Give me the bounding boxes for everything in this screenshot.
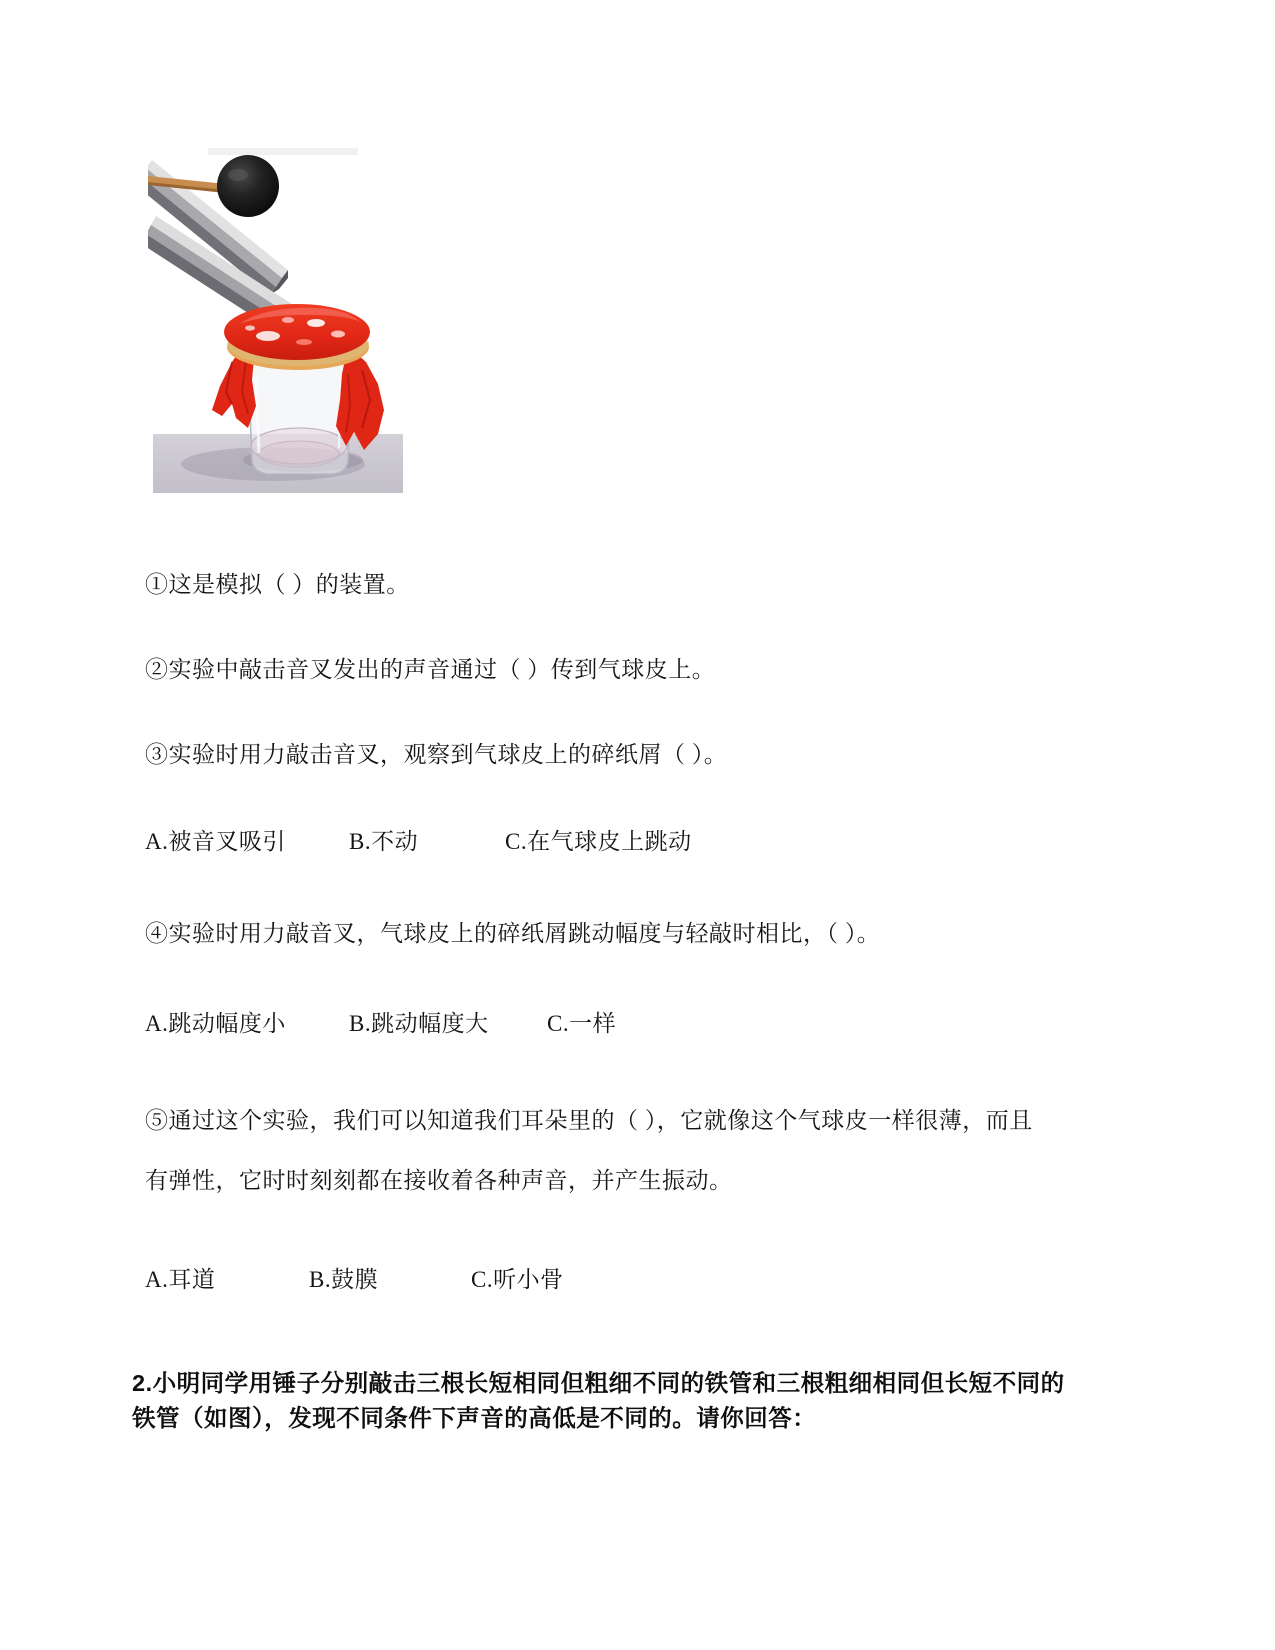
option-a: A.耳道: [145, 1267, 216, 1292]
question2: [132, 1366, 1137, 1436]
option-a: A.跳动幅度小: [145, 1011, 286, 1036]
question2-line2: 铁管（如图），发现不同条件下声音的高低是不同的。请你回答：: [132, 1405, 817, 1431]
question1-sub5-line2: 有弹性，它时时刻刻都在接收着各种声音，并产生振动。: [145, 1168, 733, 1193]
option-a: A.被音叉吸引: [145, 829, 286, 854]
question1-sub3-options: [145, 827, 692, 857]
question2-line1: 2.小明同学用锤子分别敲击三根长短相同但粗细不同的铁管和三根粗细相同但长短不同的: [132, 1370, 1065, 1396]
option-c: C.在气球皮上跳动: [505, 829, 692, 854]
question1-sub5-line1: ⑤通过这个实验，我们可以知道我们耳朵里的（ ），它就像这个气球皮一样很薄，而且: [145, 1108, 1033, 1133]
option-b: B.鼓膜: [309, 1267, 379, 1292]
option-c: C.一样: [547, 1011, 617, 1036]
plastic-cup: [248, 360, 351, 474]
experiment-photo: [148, 148, 408, 493]
question1-sub4: ④实验时用力敲音叉，气球皮上的碎纸屑跳动幅度与轻敲时相比，（ ）。: [145, 921, 881, 946]
question1-sub1: ①这是模拟（ ）的装置。: [145, 572, 410, 597]
option-c: C.听小骨: [471, 1267, 564, 1292]
photo-artifact: [208, 148, 358, 155]
tuning-fork-experiment-image: [148, 148, 408, 493]
option-b: B.不动: [349, 829, 419, 854]
question1-sub2: ②实验中敲击音叉发出的声音通过（ ）传到气球皮上。: [145, 657, 716, 682]
membrane-top: [224, 304, 370, 370]
option-b: B.跳动幅度大: [349, 1011, 489, 1036]
question1-sub3: ③实验时用力敲击音叉，观察到气球皮上的碎纸屑（ ）。: [145, 742, 728, 767]
question1-sub4-options: [145, 1009, 616, 1039]
question1-sub5-options: [145, 1265, 564, 1295]
